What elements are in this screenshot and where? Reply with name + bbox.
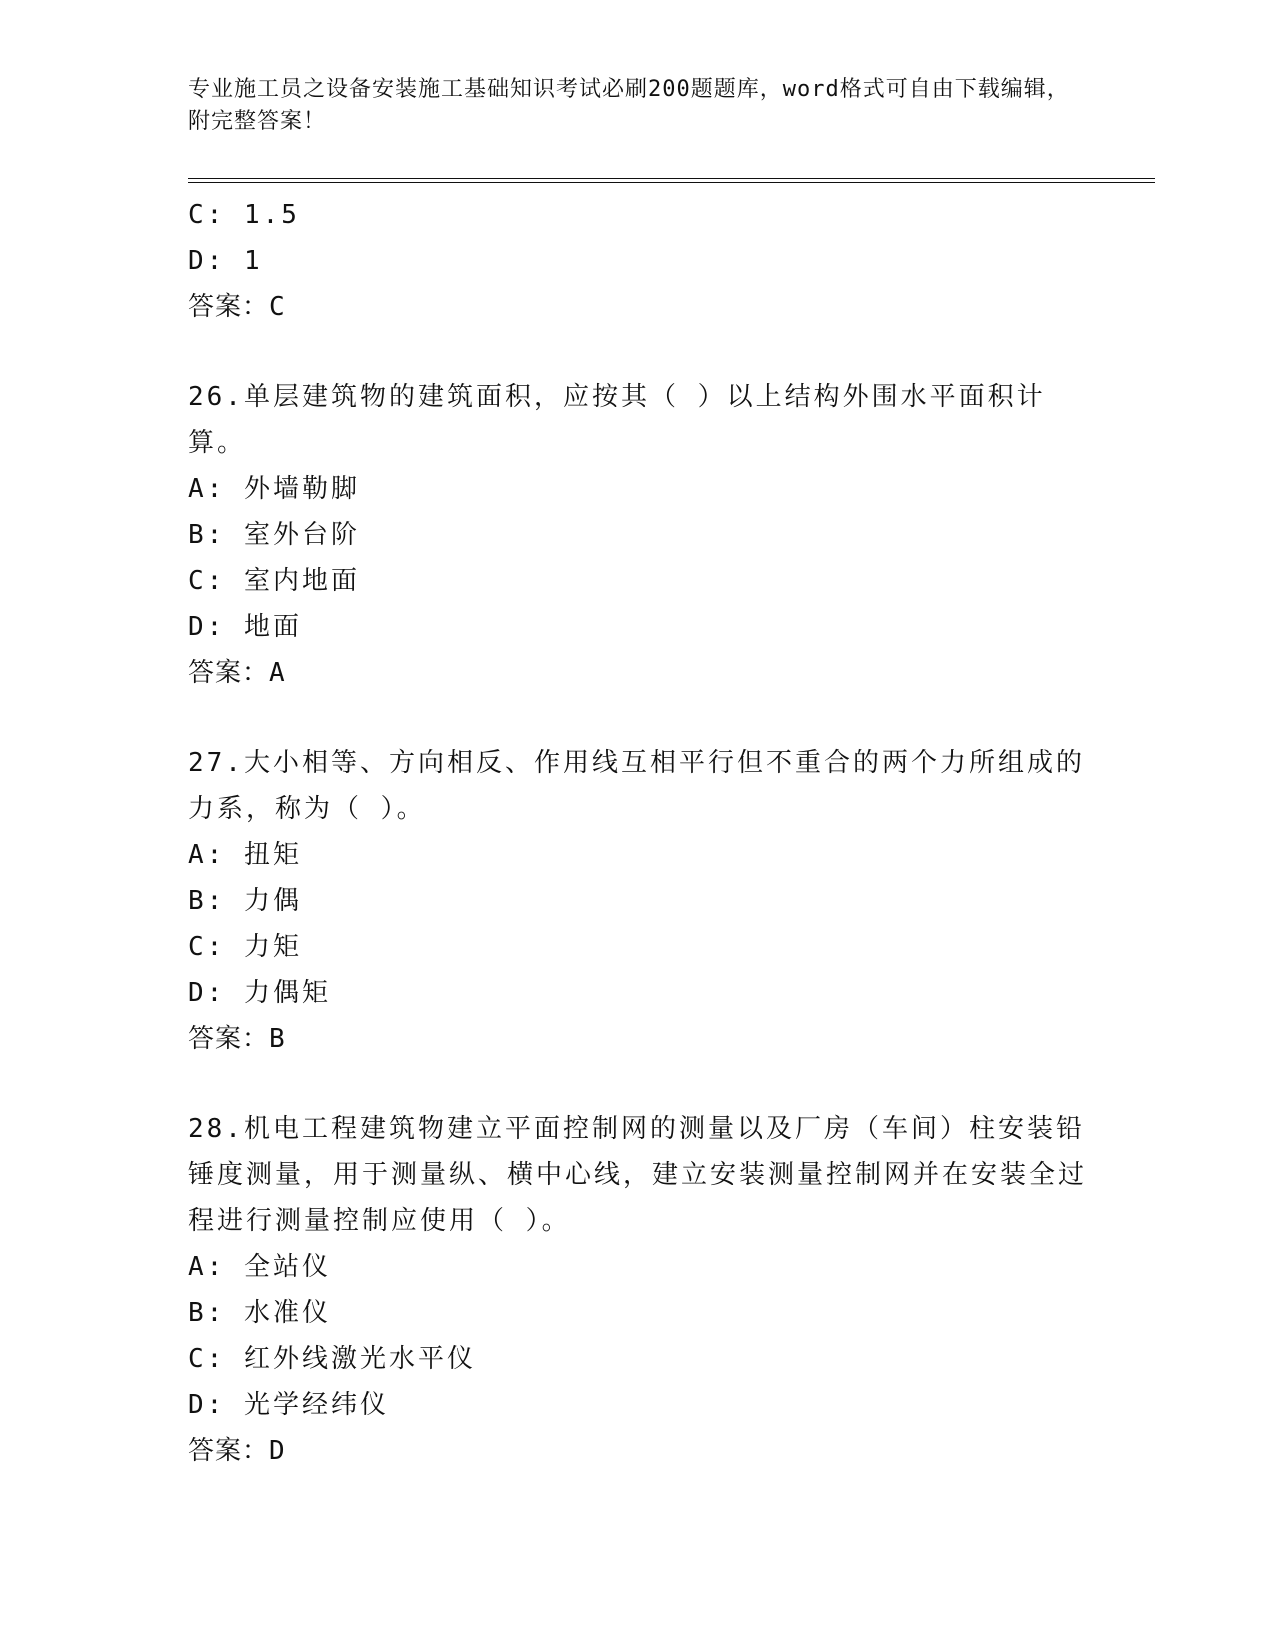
option-c: C: 力矩 <box>188 932 302 962</box>
option-c: C: 室内地面 <box>188 566 360 596</box>
option-b: B: 水准仪 <box>188 1298 331 1328</box>
header-rule-bottom <box>188 182 1155 183</box>
document-header <box>188 74 1088 138</box>
question-28 <box>188 1106 1088 1474</box>
option-d: D: 地面 <box>188 612 302 642</box>
answer-line: 答案：A <box>188 658 286 688</box>
question-text: 26.单层建筑物的建筑面积，应按其（ ）以上结构外围水平面积计算。 <box>188 382 1046 458</box>
option-c: C: 红外线激光水平仪 <box>188 1344 476 1374</box>
question-text: 27.大小相等、方向相反、作用线互相平行但不重合的两个力所组成的力系，称为（ ）。 <box>188 748 1085 824</box>
answer-line: 答案：D <box>188 1436 286 1466</box>
option-b: B: 室外台阶 <box>188 520 360 550</box>
option-a: A: 扭矩 <box>188 840 302 870</box>
header-text: 专业施工员之设备安装施工基础知识考试必刷200题题库，word格式可自由下载编辑，附完整答案！ <box>188 77 1070 134</box>
option-a: A: 全站仪 <box>188 1252 331 1282</box>
question-27 <box>188 740 1088 1062</box>
option-d: D: 1 <box>188 246 263 276</box>
option-b: B: 力偶 <box>188 886 302 916</box>
question-list <box>188 192 1088 1474</box>
option-d: D: 光学经纬仪 <box>188 1390 389 1420</box>
option-a: A: 外墙勒脚 <box>188 474 360 504</box>
option-c: C: 1.5 <box>188 200 300 230</box>
option-d: D: 力偶矩 <box>188 978 331 1008</box>
question-26 <box>188 374 1088 696</box>
answer-line: 答案：B <box>188 1024 286 1054</box>
question-text: 28.机电工程建筑物建立平面控制网的测量以及厂房（车间）柱安装铅锤度测量，用于测量纵、横中心线，建立安装测量控制网并在安装全过程进行测量控制应使用（ ）。 <box>188 1114 1088 1236</box>
question-continued <box>188 192 1088 330</box>
answer-line: 答案：C <box>188 292 286 322</box>
header-rule-top <box>188 178 1155 179</box>
